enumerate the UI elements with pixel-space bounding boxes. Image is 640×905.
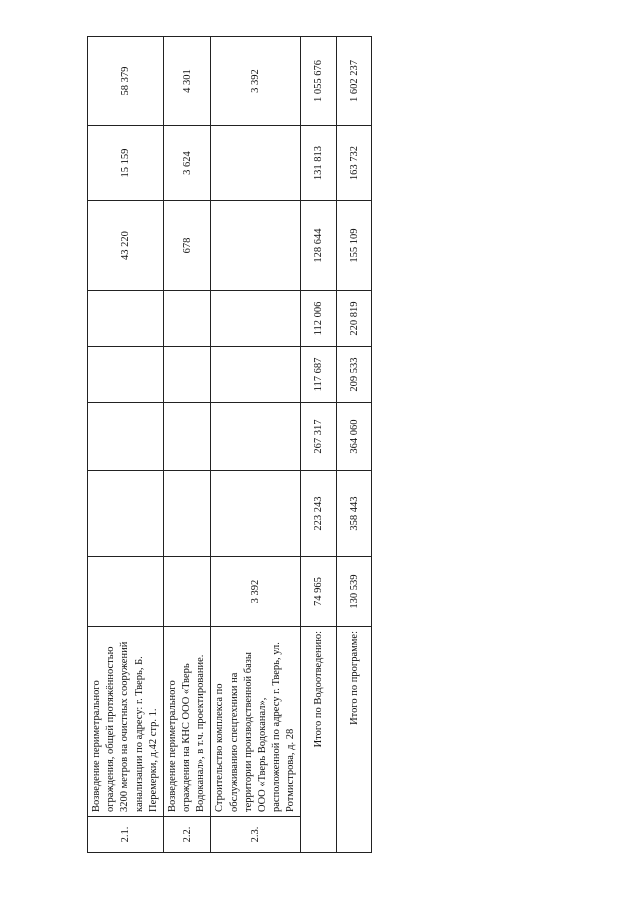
value-cell — [163, 471, 211, 557]
value-cell — [88, 557, 164, 627]
grand-total-value-cell: 209 533 — [337, 347, 372, 403]
value-cell — [88, 403, 164, 471]
total-label: Итого по Водоотведению: — [301, 627, 337, 853]
total-value-cell: 267 317 — [301, 403, 337, 471]
grand-total-value-cell: 358 443 — [337, 471, 372, 557]
total-value-cell: 128 644 — [301, 201, 337, 291]
table-row-total — [301, 37, 337, 853]
total-value-cell: 112 006 — [301, 291, 337, 347]
value-cell — [163, 347, 211, 403]
value-cell — [211, 347, 301, 403]
value-cell — [163, 557, 211, 627]
table-row — [211, 37, 301, 853]
total-value-cell: 1 055 676 — [301, 37, 337, 126]
value-cell — [88, 291, 164, 347]
grand-total-value-cell: 130 539 — [337, 557, 372, 627]
row-number: 2.3. — [211, 817, 301, 853]
value-cell: 3 624 — [163, 126, 211, 201]
value-cell: 678 — [163, 201, 211, 291]
row-description: Возведение периметрального ограждения, общей протяжённостью 3200 метров на очистных сооружений канализации по адресу: г. Тверь, Б. Перемерки, д.42 стр. 1. — [88, 627, 164, 817]
value-cell — [211, 291, 301, 347]
row-description: Возведение периметрального ограждения на КНС ООО «Тверь Водоканал», в т.ч. проектирование. — [163, 627, 211, 817]
table-row — [88, 37, 164, 853]
grand-total-label: Итого по программе: — [337, 627, 372, 853]
grand-total-value-cell: 364 060 — [337, 403, 372, 471]
total-value-cell: 117 687 — [301, 347, 337, 403]
program-table — [87, 36, 372, 853]
value-cell: 58 379 — [88, 37, 164, 126]
value-cell: 43 220 — [88, 201, 164, 291]
value-cell — [211, 126, 301, 201]
total-value-cell: 74 965 — [301, 557, 337, 627]
value-cell: 4 301 — [163, 37, 211, 126]
row-number: 2.1. — [88, 817, 164, 853]
table-row-grand-total — [337, 37, 372, 853]
row-description: Строительство комплекса по обслуживанию спецтехники на территории производственной базы ООО «Тверь Водоканал», расположенной по адресу г. Тверь, ул. Ротмистрова, д. 28 — [211, 627, 301, 817]
value-cell — [163, 403, 211, 471]
value-cell — [88, 347, 164, 403]
grand-total-value-cell: 1 602 237 — [337, 37, 372, 126]
value-cell — [88, 471, 164, 557]
row-number: 2.2. — [163, 817, 211, 853]
grand-total-value-cell: 220 819 — [337, 291, 372, 347]
value-cell — [211, 471, 301, 557]
table-row — [163, 37, 211, 853]
value-cell: 3 392 — [211, 557, 301, 627]
value-cell: 3 392 — [211, 37, 301, 126]
value-cell — [211, 201, 301, 291]
total-value-cell: 223 243 — [301, 471, 337, 557]
total-value-cell: 131 813 — [301, 126, 337, 201]
value-cell — [163, 291, 211, 347]
value-cell — [211, 403, 301, 471]
rotated-content — [87, 37, 360, 853]
value-cell: 15 159 — [88, 126, 164, 201]
grand-total-value-cell: 155 109 — [337, 201, 372, 291]
rotated-page — [87, 37, 360, 853]
grand-total-value-cell: 163 732 — [337, 126, 372, 201]
